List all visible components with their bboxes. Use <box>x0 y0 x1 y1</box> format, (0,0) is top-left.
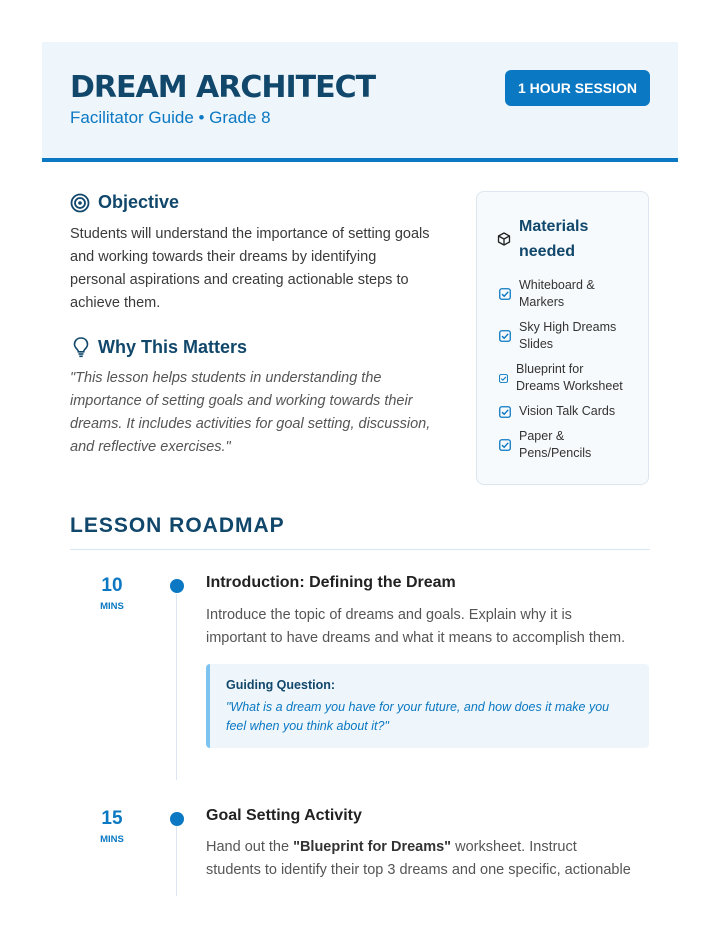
why-quote <box>70 367 430 459</box>
timeline-line <box>176 826 177 896</box>
worksheet-name: "Blueprint for Dreams" <box>293 839 452 855</box>
header-banner <box>42 42 678 162</box>
material-item <box>499 277 639 311</box>
checkbox-checked-icon <box>499 330 511 342</box>
step-duration-unit: MINS <box>100 834 124 845</box>
material-item-line: Sky High Dreams <box>519 320 617 334</box>
step-duration: 15 <box>101 808 123 829</box>
why-line: importance of setting goals and working towards their <box>70 393 413 409</box>
step-description-line: students to identify their top 3 dreams and one specific, actionable <box>206 862 631 878</box>
why-line: dreams. It includes activities for goal setting, discussion, <box>70 416 431 432</box>
step-text: Hand out the <box>206 839 294 855</box>
guiding-question-line: "What is a dream you have for your future, and how does it make you <box>226 700 610 714</box>
material-item-line: Dreams Worksheet <box>516 379 623 393</box>
step-duration-unit: MINS <box>100 601 124 612</box>
material-item <box>499 319 639 353</box>
page-subtitle: Facilitator Guide • Grade 8 <box>70 108 271 127</box>
material-item <box>499 403 639 420</box>
lightbulb-icon <box>72 336 90 358</box>
step-description-line: Introduce the topic of dreams and goals. Explain why it is <box>206 607 572 623</box>
objective-text <box>70 223 430 315</box>
materials-title-line: needed <box>519 243 576 260</box>
guiding-question-line: feel when you think about it?" <box>226 719 389 733</box>
material-item-label <box>519 277 595 311</box>
checkbox-checked-icon <box>499 288 511 300</box>
objective-line: Students will understand the importance of setting goals <box>70 226 430 242</box>
checkbox-checked-icon <box>499 374 508 383</box>
why-heading <box>72 336 247 358</box>
box-icon <box>497 232 511 246</box>
why-line: "This lesson helps students in understanding the <box>70 370 382 386</box>
step-description-line: important to have dreams and what it means to accomplish them. <box>206 630 626 646</box>
step-description <box>206 604 651 650</box>
material-item <box>499 428 639 462</box>
step-text: worksheet. Instruct <box>451 839 577 855</box>
step-title: Introduction: Defining the Dream <box>206 574 456 591</box>
step-duration: 10 <box>101 575 123 596</box>
materials-header <box>497 214 599 264</box>
objective-heading-text: Objective <box>98 192 180 212</box>
material-item <box>499 361 639 395</box>
materials-card <box>476 191 649 485</box>
objective-line: and working towards their dreams by identifying <box>70 249 377 265</box>
objective-line: achieve them. <box>70 295 161 311</box>
material-item-label <box>519 428 591 462</box>
material-item-line: Pens/Pencils <box>519 446 592 460</box>
timeline-line <box>176 594 177 780</box>
target-icon <box>70 193 90 213</box>
checkbox-checked-icon <box>499 406 511 418</box>
material-item-line: Markers <box>519 295 565 309</box>
objective-line: personal aspirations and creating actionable steps to <box>70 272 409 288</box>
material-item-line: Paper & <box>519 429 565 443</box>
objective-heading <box>70 192 179 213</box>
timeline-dot <box>170 579 184 593</box>
material-item-label <box>519 403 615 420</box>
materials-title-line: Materials <box>519 218 589 235</box>
material-item-line: Vision Talk Cards <box>519 404 616 418</box>
material-item-line: Whiteboard & <box>519 278 595 292</box>
roadmap-divider <box>70 549 650 550</box>
why-heading-text: Why This Matters <box>98 336 248 357</box>
step-description <box>206 836 651 882</box>
why-line: and reflective exercises." <box>70 439 231 455</box>
roadmap-title: LESSON ROADMAP <box>70 514 285 537</box>
timeline-dot <box>170 812 184 826</box>
materials-title <box>519 214 599 264</box>
guiding-question-label: Guiding Question: <box>226 678 336 692</box>
guiding-question-box <box>206 664 649 748</box>
material-item-label <box>519 319 616 353</box>
page-title: DREAM ARCHITECT <box>70 70 376 105</box>
session-badge: 1 HOUR SESSION <box>505 70 650 106</box>
material-item-label <box>516 361 623 395</box>
guiding-question-text <box>226 698 641 736</box>
step-description-line <box>206 836 651 859</box>
material-item-line: Blueprint for <box>516 362 584 376</box>
step-title: Goal Setting Activity <box>206 807 362 824</box>
material-item-line: Slides <box>519 337 554 351</box>
checkbox-checked-icon <box>499 439 511 451</box>
